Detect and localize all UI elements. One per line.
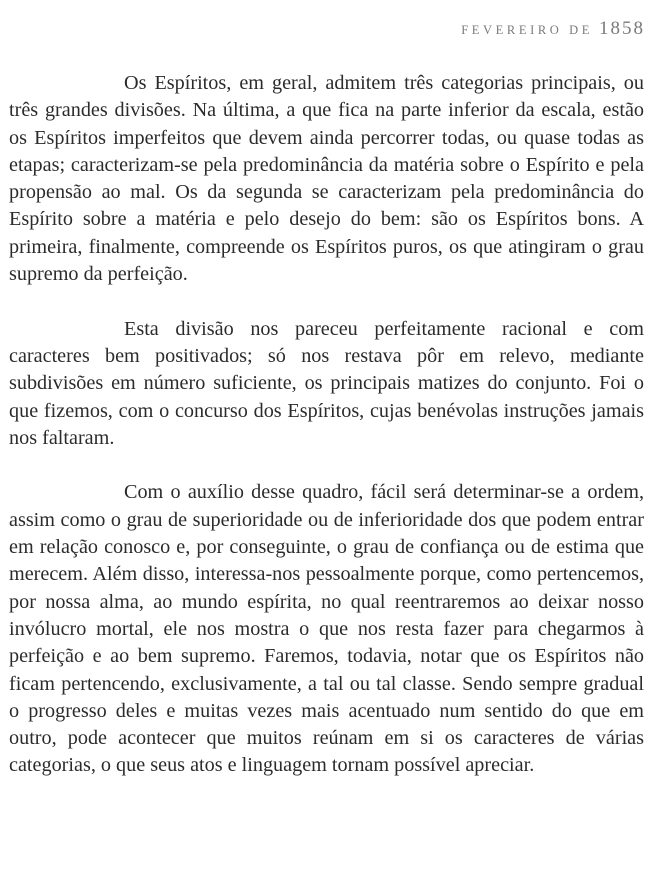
- running-header-month: FEVEREIRO DE: [461, 23, 593, 37]
- paragraph-2: Esta divisão nos pareceu perfeitamente racional e com caracteres bem positivados; só nos restava pôr em relevo, mediante subdivisões em número suficiente, os principais matizes do conjunto. Foi o que fizemos, com o concurso dos Espíritos, cujas benévolas instruções jamais nos faltaram.: [9, 317, 644, 449]
- body-text: [9, 70, 644, 780]
- running-header: [461, 18, 645, 40]
- running-header-year: 1858: [599, 18, 645, 39]
- paragraph-3: Com o auxílio desse quadro, fácil será determinar-se a ordem, assim como o grau de superioridade ou de inferioridade dos que podem entrar em relação conosco e, por conseguinte, o grau de confiança ou de estima que merecem. Além disso, interessa-nos pessoalmente porque, como pertencemos, por nossa alma, ao mundo espírita, no qual reentraremos ao deixar nosso invólucro mortal, ele nos mostra o que nos resta fazer para chegarmos à perfeição e ao bem supremo. Faremos, todavia, notar que os Espíritos não ficam pertencendo, exclusivamente, a tal ou tal classe. Sendo sempre gradual o progresso deles e muitas vezes mais acentuado num sentido do que em outro, pode acontecer que muitos reúnam em si os caracteres de várias categorias, o que seus atos e linguagem tornam possível apreciar.: [9, 481, 644, 777]
- paragraph-1: Os Espíritos, em geral, admitem três categorias principais, ou três grandes divisões. Na última, a que fica na parte inferior da escala, estão os Espíritos imperfeitos que devem ainda percorrer todas, ou quase todas as etapas; caracterizam-se pela predominância da matéria sobre o Espírito e pela propensão ao mal. Os da segunda se caracterizam pela predominância do Espírito sobre a matéria e pelo desejo do bem: são os Espíritos bons. A primeira, finalmente, compreende os Espíritos puros, os que atingiram o grau supremo da perfeição.: [9, 72, 644, 286]
